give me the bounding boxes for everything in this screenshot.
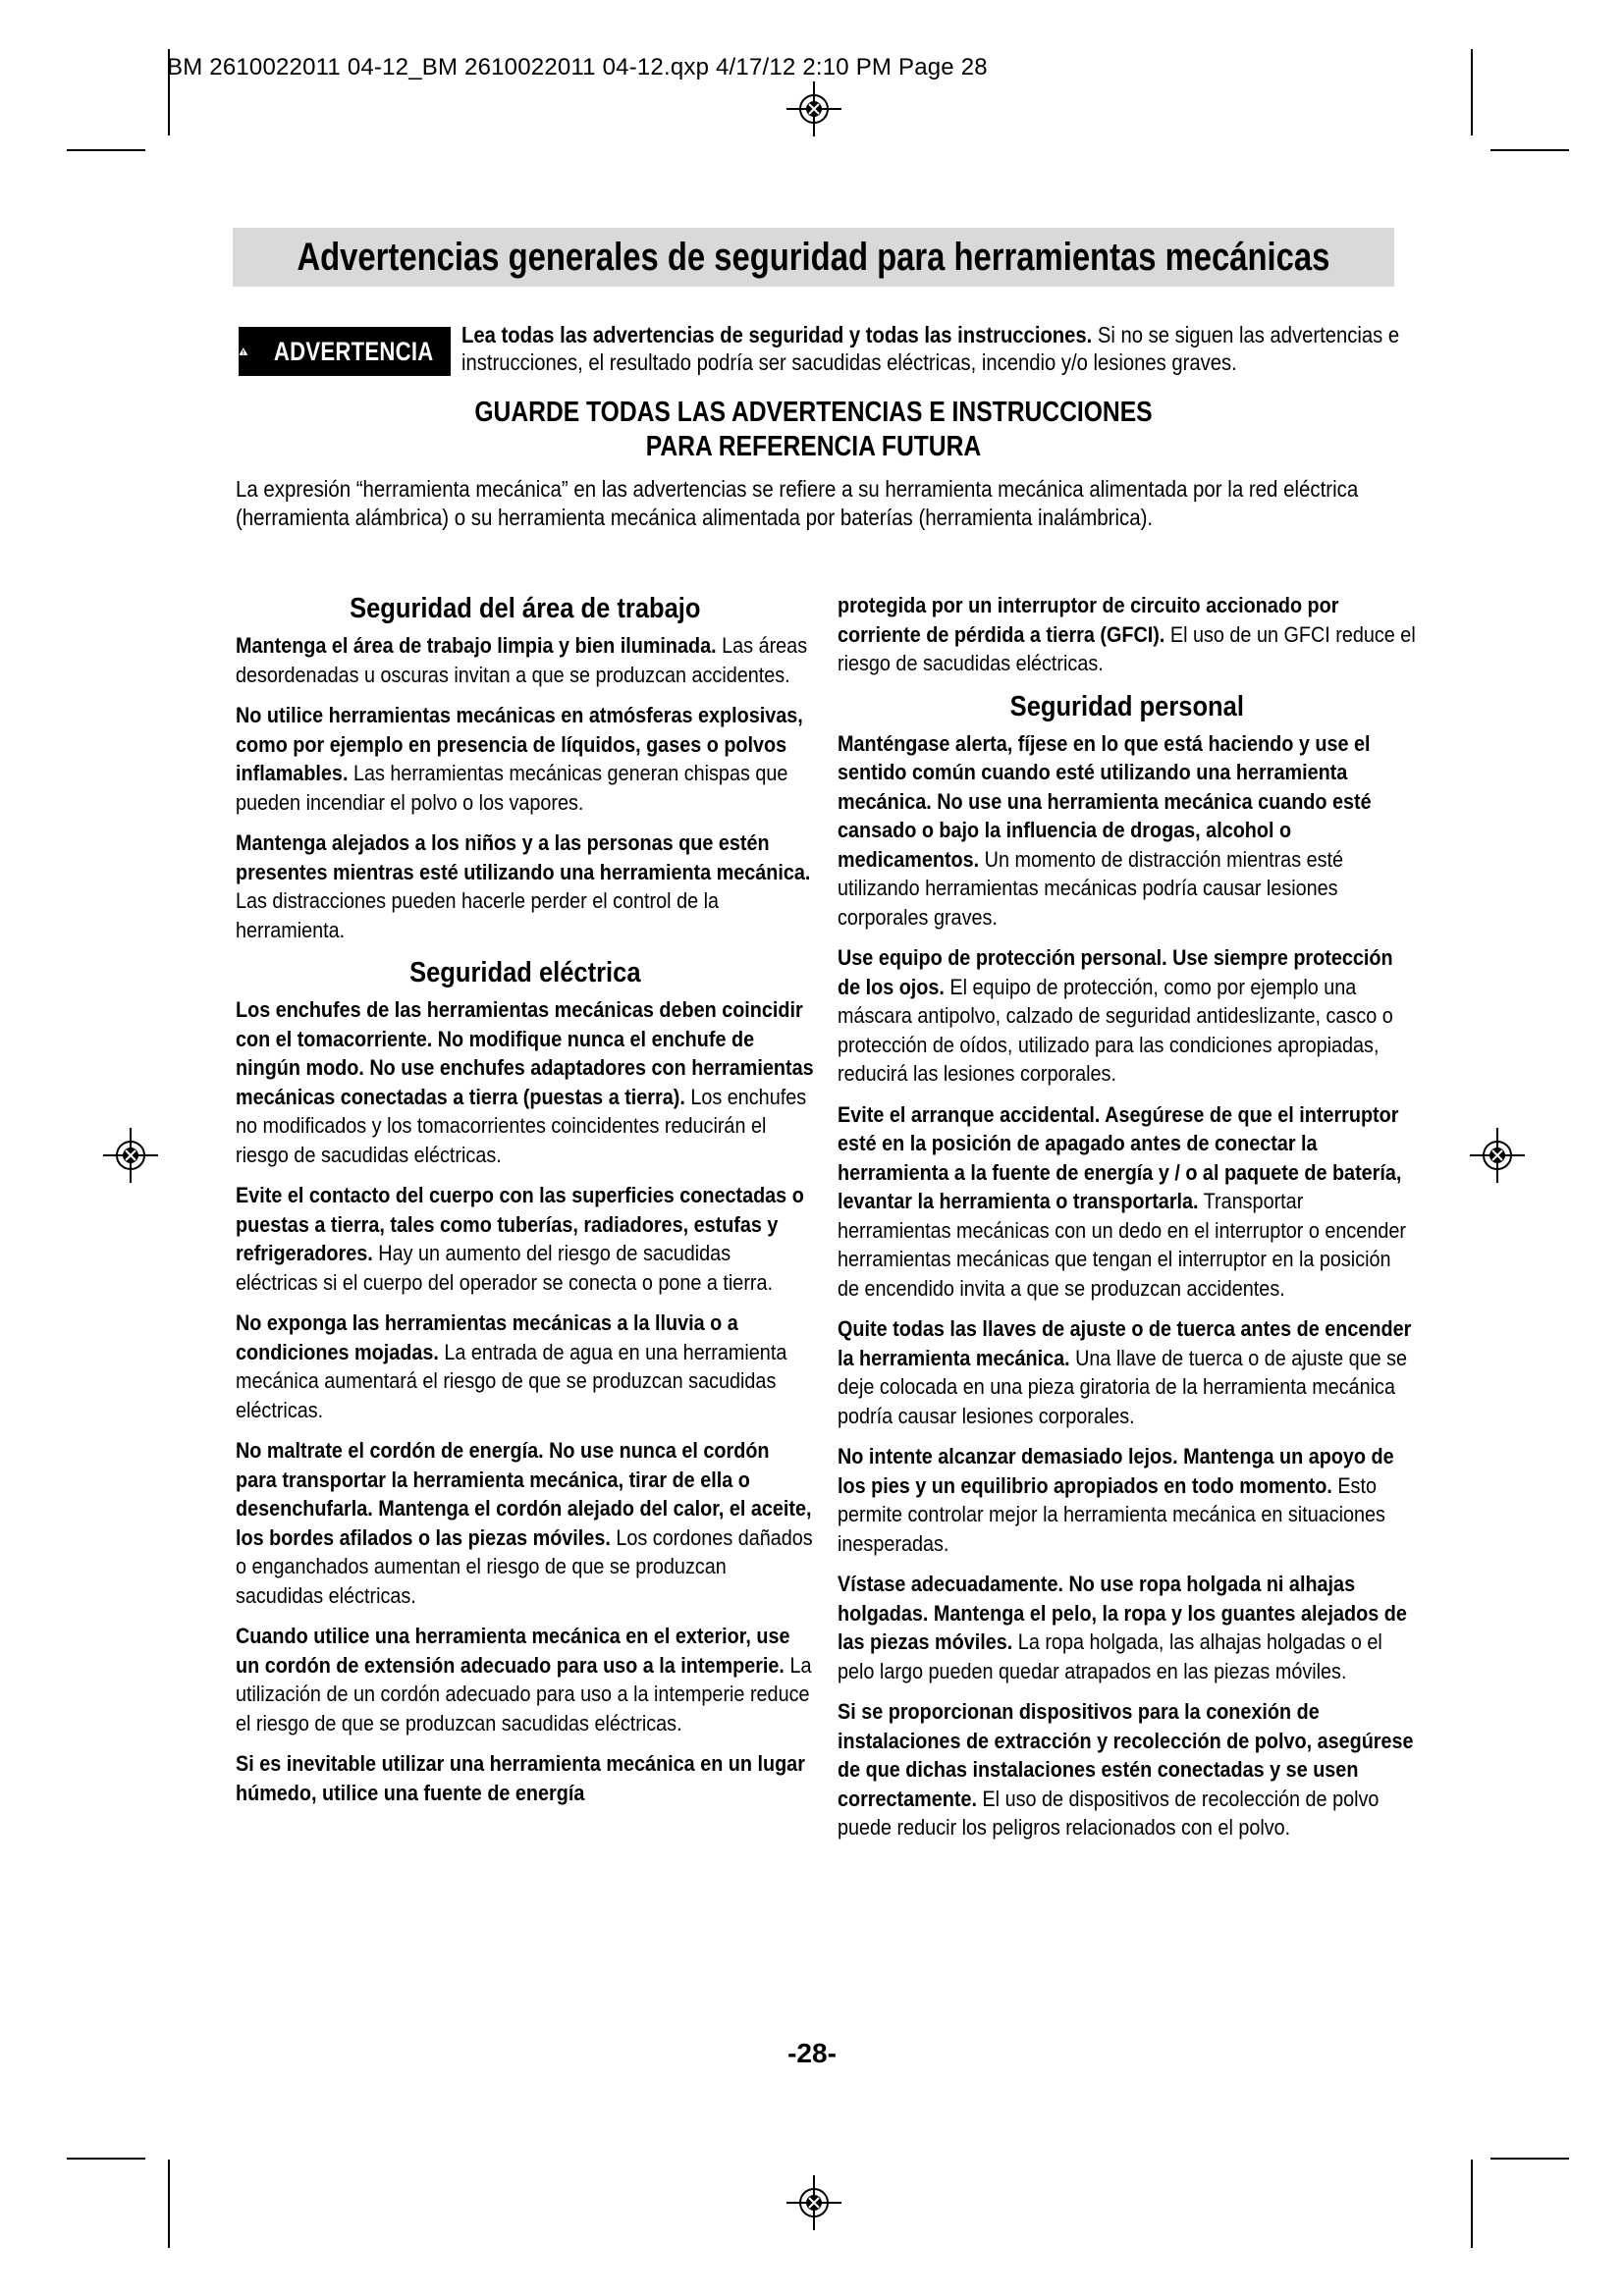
crop-mark xyxy=(1490,2158,1569,2160)
paragraph: Evite el contacto del cuerpo con las superficies conectadas o puestas a tierra, tales como tuberías, radiadores, estufas y refrigeradores. Hay un aumento del riesgo de sacudidas eléctricas si el cuerpo del operador se conecta o pone a tierra. xyxy=(236,1183,804,1295)
page-title: Advertencias generales de seguridad para herramientas mecánicas xyxy=(233,228,1394,287)
page-number: -28- xyxy=(787,2038,837,2068)
print-slug: BM 2610022011 04-12_BM 2610022011 04-12.qxp 4/17/12 2:10 PM Page 28 xyxy=(167,54,988,80)
crop-mark xyxy=(1471,49,1473,135)
paragraph: Quite todas las llaves de ajuste o de tuerca antes de encender la herramienta mecánica. Una llave de tuerca o de ajuste que se deje colocada en una pieza giratoria de la herramienta mecánica podría causar lesiones corporales. xyxy=(838,1316,1412,1428)
section-heading: Seguridad personal xyxy=(1009,690,1244,722)
warning-triangle-icon xyxy=(239,339,248,364)
left-column xyxy=(236,586,815,1819)
registration-mark-icon xyxy=(786,81,841,136)
paragraph: No intente alcanzar demasiado lejos. Mantenga un apoyo de los pies y un equilibrio apropiados en todo momento. Esto permite controlar mejor la herramienta mecánica en situaciones inesperadas. xyxy=(838,1444,1394,1556)
right-column xyxy=(838,591,1417,1854)
paragraph: Si se proporcionan dispositivos para la conexión de instalaciones de extracción y recolección de polvo, asegúrese de que dichas instalaciones estén conectadas y se usen correctamente. El uso de dispositivos de recolección de polvo puede reducir los peligros relacionados con el polvo. xyxy=(838,1699,1414,1840)
paragraph: Evite el arranque accidental. Asegúrese de que el interruptor esté en la posición de apagado antes de conectar la herramienta a la fuente de energía y / o al paquete de batería, levantar la herramienta o transportarla. Transportar herramientas mecánicas con un dedo en el interruptor o encender herramientas mecánicas que tengan el interruptor en la posición de encendido invita a que se produzcan accidentes. xyxy=(838,1101,1406,1301)
crop-mark xyxy=(1471,2160,1473,2248)
crop-mark xyxy=(67,2158,145,2160)
paragraph: protegida por un interruptor de circuito accionado por corriente de pérdida a tierra (GFCI). El uso de un GFCI reduce el riesgo de sacudidas eléctricas. xyxy=(838,593,1416,675)
paragraph: No maltrate el cordón de energía. No use nunca el cordón para transportar la herramienta mecánica, tirar de ella o desenchufarla. Mantenga el cordón alejado del calor, el aceite, los bordes afilados o las piezas móviles. Los cordones dañados o enganchados aumentan el riesgo de que se produzcan sacudidas eléctricas. xyxy=(236,1438,813,1608)
paragraph: No utilice herramientas mecánicas en atmósferas explosivas, como por ejemplo en presencia de líquidos, gases o polvos inflamables. Las herramientas mecánicas generan chispas que pueden incendiar el polvo o los vapores. xyxy=(236,703,803,815)
warning-badge: ADVERTENCIA xyxy=(239,327,451,376)
warning-text: Lea todas las advertencias de seguridad y todas las instrucciones. Si no se siguen las advertencias e instrucciones, el resultado podría ser sacudidas eléctricas, incendio y/o lesiones graves. xyxy=(461,322,1400,375)
paragraph: Manténgase alerta, fíjese en lo que está haciendo y use el sentido común cuando esté utilizando una herramienta mecánica. No use una herramienta mecánica cuando esté cansado o bajo la influencia de drogas, alcohol o medicamentos. Un momento de distracción mientras esté utilizando herramientas mecánicas podría causar lesiones corporales graves. xyxy=(838,730,1372,930)
paragraph: Mantenga el área de trabajo limpia y bien iluminada. Las áreas desordenadas u oscuras invitan a que se produzcan accidentes. xyxy=(236,633,808,687)
paragraph: Vístase adecuadamente. No use ropa holgada ni alhajas holgadas. Mantenga el pelo, la ropa y los guantes alejados de las piezas móviles. La ropa holgada, las alhajas holgadas o el pelo largo pueden quedar atrapados en las piezas móviles. xyxy=(838,1572,1407,1683)
registration-mark-icon xyxy=(1470,1128,1525,1183)
crop-mark xyxy=(67,149,145,151)
paragraph: No exponga las herramientas mecánicas a la lluvia o a condiciones mojadas. La entrada de agua en una herramienta mecánica aumentará el riesgo de que se produzcan sacudidas eléctricas. xyxy=(236,1310,787,1422)
paragraph: Use equipo de protección personal. Use siempre protección de los ojos. El equipo de protección, como por ejemplo una máscara antipolvo, calzado de seguridad antideslizante, casco o protección de oídos, utilizado para las condiciones apropiadas, reducirá las lesiones corporales. xyxy=(838,945,1393,1086)
registration-mark-icon xyxy=(786,2175,841,2230)
crop-mark xyxy=(1490,149,1569,151)
paragraph: Mantenga alejados a los niños y a las personas que estén presentes mientras esté utilizando una herramienta mecánica. Las distracciones pueden hacerle perder el control de la herramienta. xyxy=(236,830,811,942)
paragraph: Los enchufes de las herramientas mecánicas deben coincidir con el tomacorriente. No modifique nunca el enchufe de ningún modo. No use enchufes adaptadores con herramientas mecánicas conectadas a tierra (puestas a tierra). Los enchufes no modificados y los tomacorrientes coincidentes reducirán el riesgo de sacudidas eléctricas. xyxy=(236,997,814,1167)
section-heading: Seguridad eléctrica xyxy=(409,957,641,988)
save-instructions-heading: GUARDE TODAS LAS ADVERTENCIAS E INSTRUCCIONES PARA REFERENCIA FUTURA xyxy=(474,397,1153,462)
intro-paragraph: La expresión “herramienta mecánica” en las advertencias se refiere a su herramienta mecánica alimentada por la red eléctrica (herramienta alámbrica) o su herramienta mecánica alimentada por baterías (herramienta inalámbrica). xyxy=(236,476,1359,530)
paragraph: Cuando utilice una herramienta mecánica en el exterior, use un cordón de extensión adecuado para uso a la intemperie. La utilización de un cordón adecuado para uso a la intemperie reduce el riesgo de que se produzcan sacudidas eléctricas. xyxy=(236,1624,812,1735)
crop-mark xyxy=(168,2160,170,2248)
paragraph: Si es inevitable utilizar una herramienta mecánica en un lugar húmedo, utilice una fuente de energía xyxy=(236,1751,805,1805)
registration-mark-icon xyxy=(103,1128,158,1183)
section-heading: Seguridad del área de trabajo xyxy=(350,593,701,624)
